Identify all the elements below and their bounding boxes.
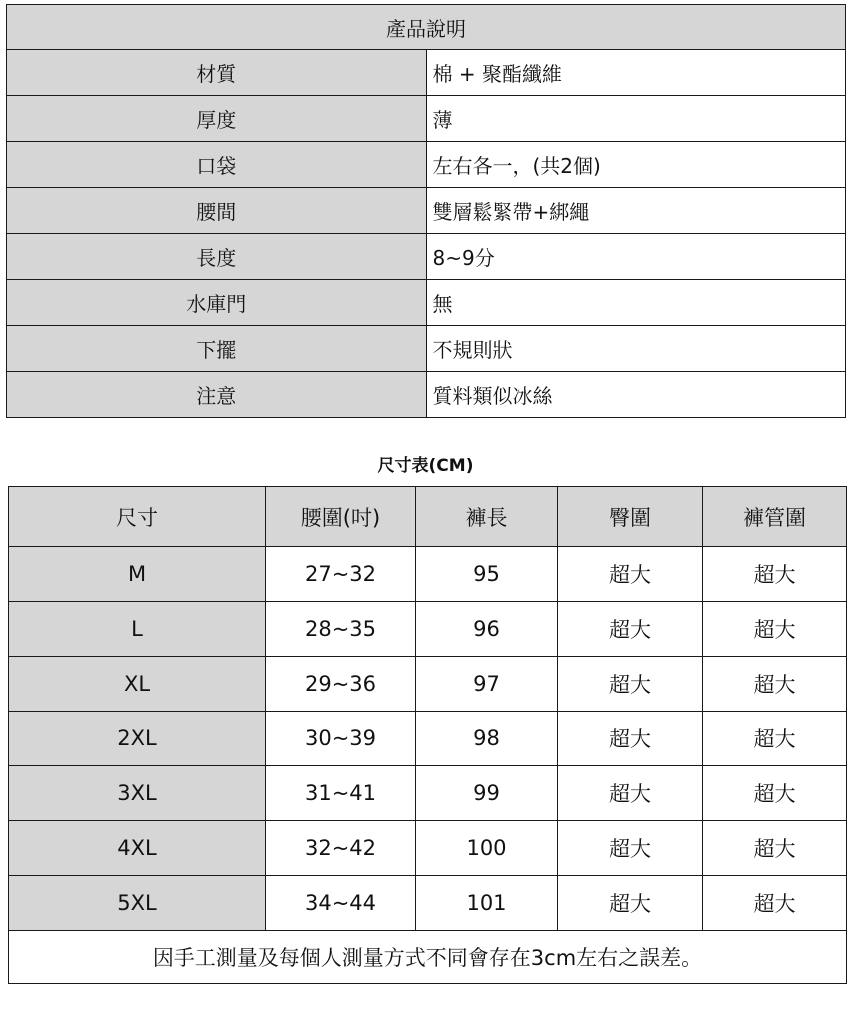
description-label: 腰間 [7,188,427,234]
size-row [9,656,847,711]
description-value: 左右各一，(共2個) [426,142,846,188]
leg-opening-cell: 超大 [703,711,847,766]
hip-cell: 超大 [558,766,703,821]
hip-cell: 超大 [558,711,703,766]
description-row [7,372,846,418]
waist-cell: 31~41 [266,766,416,821]
description-row [7,234,846,280]
length-cell: 99 [416,766,558,821]
description-value: 8~9分 [426,234,846,280]
description-label: 注意 [7,372,427,418]
leg-opening-cell: 超大 [703,601,847,656]
description-row [7,142,846,188]
length-cell: 95 [416,547,558,602]
size-cell: 2XL [9,711,266,766]
description-value: 質料類似冰絲 [426,372,846,418]
description-label: 長度 [7,234,427,280]
length-cell: 101 [416,876,558,931]
leg-opening-cell: 超大 [703,876,847,931]
size-header-cell: 尺寸 [9,487,266,547]
description-row [7,96,846,142]
description-row [7,326,846,372]
description-label: 口袋 [7,142,427,188]
size-header-row [9,487,847,547]
length-cell: 98 [416,711,558,766]
description-row [7,280,846,326]
size-row [9,876,847,931]
description-header-row [7,5,846,50]
size-chart-table [8,486,847,984]
size-row [9,821,847,876]
description-value: 雙層鬆緊帶+綁繩 [426,188,846,234]
hip-cell: 超大 [558,656,703,711]
waist-cell: 29~36 [266,656,416,711]
description-value: 無 [426,280,846,326]
size-header-cell: 臀圍 [558,487,703,547]
length-cell: 100 [416,821,558,876]
size-cell: XL [9,656,266,711]
size-cell: M [9,547,266,602]
description-label: 水庫門 [7,280,427,326]
hip-cell: 超大 [558,601,703,656]
description-label: 厚度 [7,96,427,142]
size-header-cell: 褲長 [416,487,558,547]
size-row [9,766,847,821]
waist-cell: 30~39 [266,711,416,766]
waist-cell: 32~42 [266,821,416,876]
size-cell: 4XL [9,821,266,876]
size-header-cell: 褲管圍 [703,487,847,547]
waist-cell: 27~32 [266,547,416,602]
size-row [9,601,847,656]
leg-opening-cell: 超大 [703,766,847,821]
size-note-row [9,931,847,984]
description-value: 不規則狀 [426,326,846,372]
size-cell: 3XL [9,766,266,821]
size-row [9,711,847,766]
waist-cell: 28~35 [266,601,416,656]
leg-opening-cell: 超大 [703,547,847,602]
description-label: 下擺 [7,326,427,372]
hip-cell: 超大 [558,821,703,876]
length-cell: 97 [416,656,558,711]
length-cell: 96 [416,601,558,656]
measurement-note: 因手工測量及每個人測量方式不同會存在3cm左右之誤差。 [9,931,847,984]
description-value: 薄 [426,96,846,142]
size-header-cell: 腰圍(吋) [266,487,416,547]
description-value: 棉 + 聚酯纖維 [426,50,846,96]
product-description-table [6,4,846,418]
waist-cell: 34~44 [266,876,416,931]
description-label: 材質 [7,50,427,96]
size-row [9,547,847,602]
hip-cell: 超大 [558,876,703,931]
description-row [7,188,846,234]
leg-opening-cell: 超大 [703,821,847,876]
hip-cell: 超大 [558,547,703,602]
size-cell: 5XL [9,876,266,931]
description-row [7,50,846,96]
description-title: 產品說明 [7,5,846,50]
size-chart-title: 尺寸表(CM) [377,456,474,476]
leg-opening-cell: 超大 [703,656,847,711]
size-cell: L [9,601,266,656]
